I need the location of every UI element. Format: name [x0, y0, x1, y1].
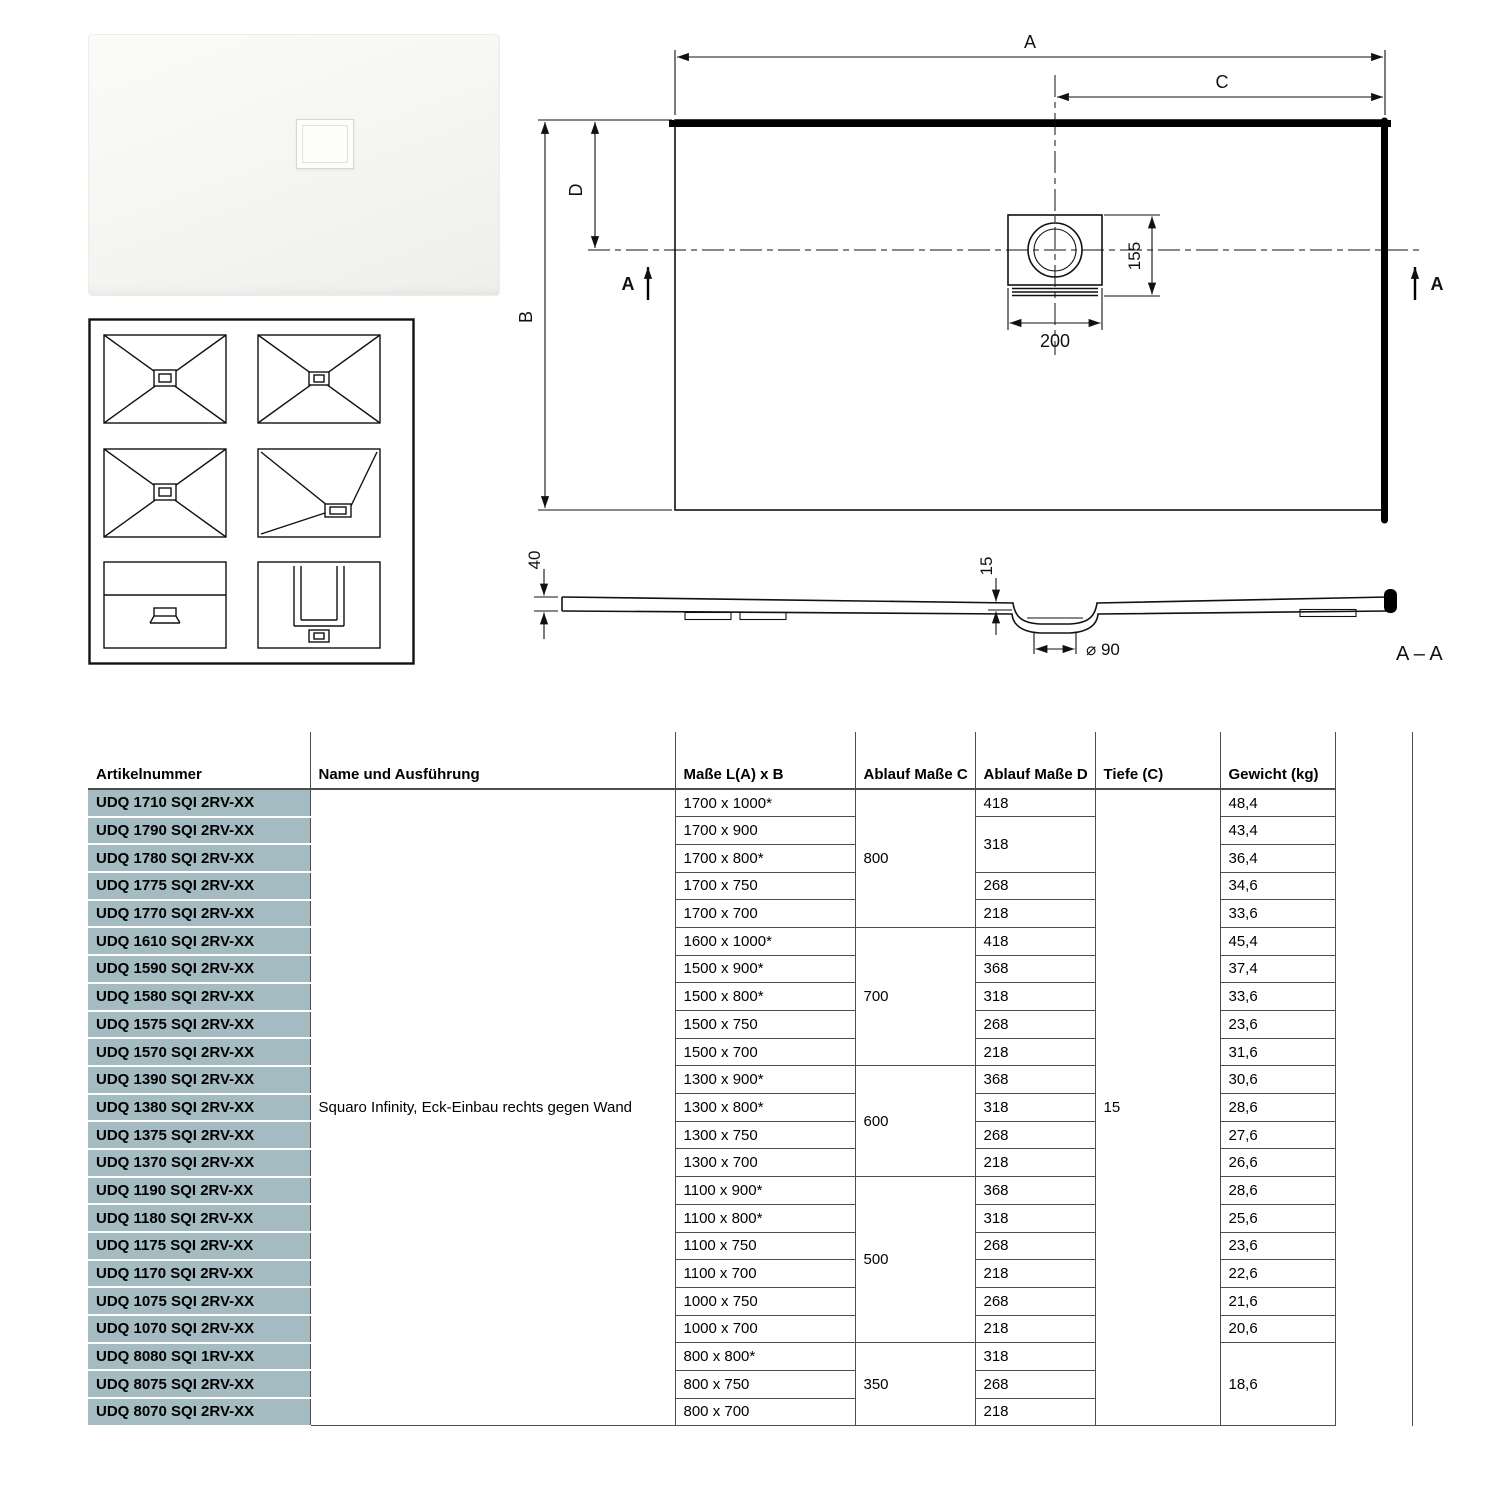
gewicht-value: 21,6	[1220, 1287, 1335, 1315]
pictogram-floor-flat	[258, 335, 380, 423]
article-number: UDQ 1770 SQI 2RV-XX	[88, 900, 310, 928]
gewicht-value: 36,4	[1220, 844, 1335, 872]
section-view	[525, 551, 1443, 665]
ablauf-d-value: 368	[975, 1177, 1095, 1205]
gewicht-value: 23,6	[1220, 1011, 1335, 1039]
dimension-lxb: 1300 x 800*	[675, 1094, 855, 1122]
product-name: Squaro Infinity, Eck-Einbau rechts gegen Wand	[310, 789, 675, 1426]
tray-outline	[675, 120, 1385, 510]
ablauf-d-value: 268	[975, 872, 1095, 900]
dimension-lxb: 800 x 750	[675, 1370, 855, 1398]
dimension-lxb: 1500 x 900*	[675, 955, 855, 983]
dimension-lxb: 1700 x 1000*	[675, 789, 855, 817]
article-number: UDQ 1170 SQI 2RV-XX	[88, 1260, 310, 1288]
article-number: UDQ 1180 SQI 2RV-XX	[88, 1204, 310, 1232]
article-number: UDQ 1710 SQI 2RV-XX	[88, 789, 310, 817]
article-number: UDQ 1175 SQI 2RV-XX	[88, 1232, 310, 1260]
pictogram-floor-slope	[104, 449, 226, 537]
ablauf-d-value: 218	[975, 1260, 1095, 1288]
dimension-lxb: 1500 x 750	[675, 1011, 855, 1039]
gewicht-value: 25,6	[1220, 1204, 1335, 1232]
gewicht-value: 33,6	[1220, 900, 1335, 928]
article-number: UDQ 1775 SQI 2RV-XX	[88, 872, 310, 900]
article-number: UDQ 1570 SQI 2RV-XX	[88, 1038, 310, 1066]
installation-pictograms	[88, 318, 415, 665]
ablauf-d-value: 418	[975, 927, 1095, 955]
dimension-lxb: 1100 x 700	[675, 1260, 855, 1288]
pictogram-floor-even	[104, 335, 226, 423]
ablauf-d-value: 268	[975, 1287, 1095, 1315]
drain-cover-inner	[302, 125, 348, 163]
gewicht-value: 37,4	[1220, 955, 1335, 983]
ablauf-d-value: 218	[975, 1038, 1095, 1066]
spacer-column	[1335, 789, 1412, 1426]
dimension-lxb: 1500 x 800*	[675, 983, 855, 1011]
article-number: UDQ 1375 SQI 2RV-XX	[88, 1121, 310, 1149]
ablauf-d-value: 268	[975, 1011, 1095, 1039]
header-ablauf-d: Ablauf Maße D	[975, 732, 1095, 789]
dim-label-15: 15	[977, 556, 996, 576]
article-number: UDQ 1580 SQI 2RV-XX	[88, 983, 310, 1011]
ablauf-c-value: 700	[855, 927, 975, 1065]
dimension-lxb: 1700 x 750	[675, 872, 855, 900]
ablauf-d-value: 218	[975, 1149, 1095, 1177]
header-gewicht: Gewicht (kg)	[1220, 732, 1335, 789]
header-tiefe: Tiefe (C)	[1095, 732, 1220, 789]
article-number: UDQ 1575 SQI 2RV-XX	[88, 1011, 310, 1039]
section-title: A – A	[1396, 643, 1443, 665]
header-row	[88, 732, 1412, 789]
gewicht-value: 48,4	[1220, 789, 1335, 817]
product-photo	[88, 34, 500, 296]
dimension-lxb: 1500 x 700	[675, 1038, 855, 1066]
dim-label-200: 200	[1039, 331, 1071, 351]
wall-profile	[1384, 589, 1397, 613]
dimension-lxb: 1300 x 900*	[675, 1066, 855, 1094]
dimension-lxb: 1300 x 750	[675, 1121, 855, 1149]
technical-drawing	[500, 20, 1480, 700]
article-number: UDQ 1070 SQI 2RV-XX	[88, 1315, 310, 1343]
plan-view	[516, 32, 1444, 520]
article-number: UDQ 1790 SQI 2RV-XX	[88, 817, 310, 845]
dim-label-b: B	[516, 310, 536, 324]
ablauf-d-value: 318	[975, 1204, 1095, 1232]
article-number: UDQ 8075 SQI 2RV-XX	[88, 1370, 310, 1398]
gewicht-value: 33,6	[1220, 983, 1335, 1011]
dimension-lxb: 1000 x 750	[675, 1287, 855, 1315]
dimension-lxb: 1300 x 700	[675, 1149, 855, 1177]
dimension-lxb: 800 x 700	[675, 1398, 855, 1426]
ablauf-d-value: 418	[975, 789, 1095, 817]
ablauf-d-value: 318	[975, 1343, 1095, 1371]
header-name: Name und Ausführung	[310, 732, 675, 789]
section-mark-right: A	[1430, 274, 1444, 294]
article-number: UDQ 1780 SQI 2RV-XX	[88, 844, 310, 872]
dim-label-a: A	[1023, 32, 1037, 52]
gewicht-value: 23,6	[1220, 1232, 1335, 1260]
ablauf-c-value: 500	[855, 1177, 975, 1343]
drain-cover	[296, 119, 354, 169]
header-masse: Maße L(A) x B	[675, 732, 855, 789]
article-number: UDQ 8080 SQI 1RV-XX	[88, 1343, 310, 1371]
ablauf-d-value: 268	[975, 1121, 1095, 1149]
dimension-lxb: 1700 x 900	[675, 817, 855, 845]
section-mark-left: A	[621, 274, 635, 294]
article-number: UDQ 1190 SQI 2RV-XX	[88, 1177, 310, 1205]
gewicht-value: 18,6	[1220, 1343, 1335, 1426]
ablauf-d-value: 268	[975, 1370, 1095, 1398]
dimension-lxb: 1700 x 800*	[675, 844, 855, 872]
article-number: UDQ 1380 SQI 2RV-XX	[88, 1094, 310, 1122]
gewicht-value: 28,6	[1220, 1094, 1335, 1122]
dim-label-155: 155	[1125, 241, 1144, 271]
article-number: UDQ 1390 SQI 2RV-XX	[88, 1066, 310, 1094]
ablauf-d-value: 218	[975, 1398, 1095, 1426]
article-number: UDQ 1610 SQI 2RV-XX	[88, 927, 310, 955]
gewicht-value: 27,6	[1220, 1121, 1335, 1149]
header-artikelnummer: Artikelnummer	[88, 732, 310, 789]
dim-label-d: D	[566, 183, 586, 197]
pictogram-niche-install	[258, 562, 380, 648]
spec-row	[88, 789, 1412, 817]
ablauf-d-value: 268	[975, 1232, 1095, 1260]
dimension-lxb: 1100 x 800*	[675, 1204, 855, 1232]
spec-table-body	[88, 789, 1412, 1426]
dim-label-diameter-90: ⌀ 90	[1086, 640, 1120, 659]
gewicht-value: 28,6	[1220, 1177, 1335, 1205]
article-number: UDQ 8070 SQI 2RV-XX	[88, 1398, 310, 1426]
dimension-lxb: 1700 x 700	[675, 900, 855, 928]
gewicht-value: 26,6	[1220, 1149, 1335, 1177]
dim-label-40: 40	[525, 550, 544, 570]
header-ablauf-c: Ablauf Maße C	[855, 732, 975, 789]
pictogram-corner-install	[258, 449, 380, 537]
article-number: UDQ 1590 SQI 2RV-XX	[88, 955, 310, 983]
dimension-lxb: 1100 x 750	[675, 1232, 855, 1260]
ablauf-c-value: 600	[855, 1066, 975, 1177]
dimension-lxb: 1000 x 700	[675, 1315, 855, 1343]
dimension-lxb: 1100 x 900*	[675, 1177, 855, 1205]
gewicht-value: 43,4	[1220, 817, 1335, 845]
gewicht-value: 20,6	[1220, 1315, 1335, 1343]
pictogram-front-view	[104, 562, 226, 648]
article-number: UDQ 1075 SQI 2RV-XX	[88, 1287, 310, 1315]
ablauf-d-value: 318	[975, 1094, 1095, 1122]
spec-table	[88, 732, 1413, 1427]
header-spacer	[1335, 732, 1412, 789]
ablauf-d-value: 218	[975, 1315, 1095, 1343]
ablauf-d-value: 368	[975, 955, 1095, 983]
ablauf-c-value: 800	[855, 789, 975, 927]
ablauf-d-value: 218	[975, 900, 1095, 928]
ablauf-c-value: 350	[855, 1343, 975, 1426]
article-number: UDQ 1370 SQI 2RV-XX	[88, 1149, 310, 1177]
dimension-lxb: 1600 x 1000*	[675, 927, 855, 955]
gewicht-value: 22,6	[1220, 1260, 1335, 1288]
ablauf-d-value: 318	[975, 983, 1095, 1011]
dimension-lxb: 800 x 800*	[675, 1343, 855, 1371]
gewicht-value: 31,6	[1220, 1038, 1335, 1066]
ablauf-d-value: 318	[975, 817, 1095, 872]
gewicht-value: 34,6	[1220, 872, 1335, 900]
tiefe-value: 15	[1095, 789, 1220, 1426]
dim-label-c: C	[1215, 72, 1229, 92]
ablauf-d-value: 368	[975, 1066, 1095, 1094]
gewicht-value: 30,6	[1220, 1066, 1335, 1094]
gewicht-value: 45,4	[1220, 927, 1335, 955]
